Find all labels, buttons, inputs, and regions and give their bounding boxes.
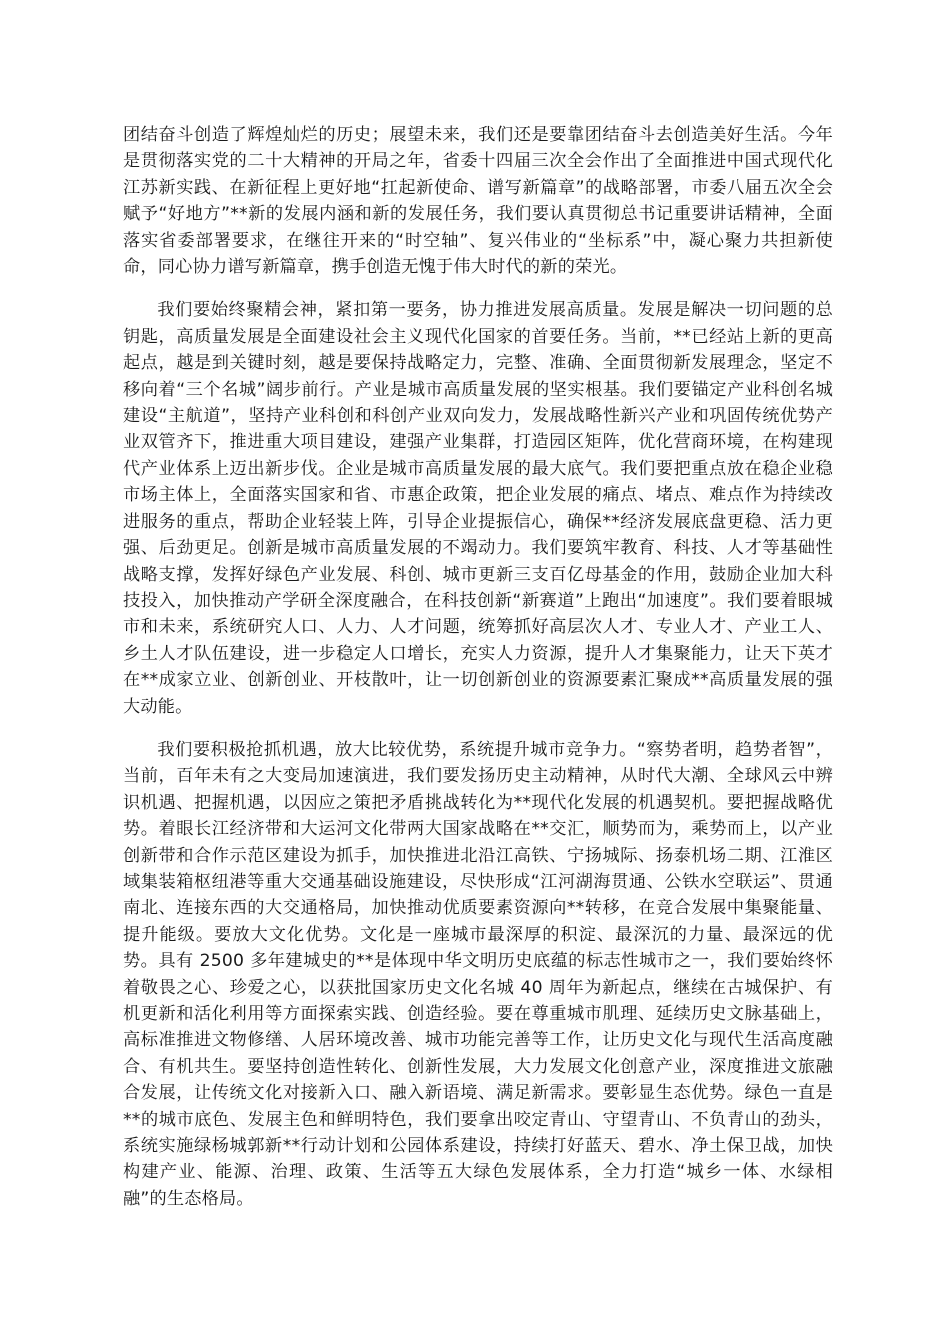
paragraph-continuation: 团结奋斗创造了辉煌灿烂的历史；展望未来，我们还是要靠团结奋斗去创造美好生活。今年是贯彻落实党的二十大精神的开局之年，省委十四届三次全会作出了全面推进中国式现代化江苏新实践、在新征程上更好地“扛起新使命、谱写新篇章”的战略部署，市委八届五次全会赋予“好地方”**新的发展内涵和新的发展任务，我们要认真贯彻总书记重要讲话精神，全面落实省委部署要求，在继往开来的“时空轴”、复兴伟业的“坐标系”中，凝心聚力共担新使命，同心协力谱写新篇章，携手创造无愧于伟大时代的新的荣光。 [123,125,833,278]
paragraph-seize-opportunities: 我们要积极抢抓机遇，放大比较优势，系统提升城市竞争力。“察势者明，趋势者智”，当前，百年未有之大变局加速演进，我们要发扬历史主动精神，从时代大潮、全球风云中辨识机遇、把握机遇，以因应之策把矛盾挑战转化为**现代化发展的机遇契机。要把握战略优势。着眼长江经济带和大运河文化带两大国家战略在**交汇，顺势而为，乘势而上，以产业创新带和合作示范区建设为抓手，加快推进北沿江高铁、宁扬城际、扬泰机场二期、江淮区域集装箱枢纽港等重大交通基础设施建设，尽快形成“江河湖海贯通、公铁水空联运”、贯通南北、连接东西的大交通格局，加快推动优质要素资源向**转移，在竞合发展中集聚能量、提升能级。要放大文化优势。文化是一座城市最深厚的积淀、最深沉的力量、最深远的优势。具有 2500 多年建城史的**是体现中华文明历史底蕴的标志性城市之一，我们要始终怀着敬畏之心、珍爱之心，以获批国家历史文化名城 40 周年为新起点，继续在古城保护、有机更新和活化利用等方面探索实践、创造经验。要在尊重城市肌理、延续历史文脉基础上，高标准推进文物修缮、人居环境改善、城市功能完善等工作，让历史文化与现代生活高度融合、有机共生。要坚持创造性转化、创新性发展，大力发展文化创意产业，深度推进文旅融合发展，让传统文化对接新入口、融入新语境、满足新需求。要彰显生态优势。绿色一直是**的城市底色、发展主色和鲜明特色，我们要拿出咬定青山、守望青山、不负青山的劲头，系统实施绿杨城郭新**行动计划和公园体系建设，持续打好蓝天、碧水、净土保卫战，加快构建产业、能源、治理、政策、生活等五大绿色发展体系，全力打造“城乡一体、水绿相融”的生态格局。 [123,739,833,1209]
document-body [123,122,833,1212]
paragraph-high-quality-development: 我们要始终聚精会神，紧扣第一要务，协力推进发展高质量。发展是解决一切问题的总钥匙，高质量发展是全面建设社会主义现代化国家的首要任务。当前，**已经站上新的更高起点，越是到关键时刻，越是要保持战略定力，完整、准确、全面贯彻新发展理念，坚定不移向着“三个名城”阔步前行。产业是城市高质量发展的坚实根基。我们要锚定产业科创名城建设“主航道”，坚持产业科创和科创产业双向发力，发展战略性新兴产业和巩固传统优势产业双管齐下，推进重大项目建设，建强产业集群，打造园区矩阵，优化营商环境，在构建现代产业体系上迈出新步伐。企业是城市高质量发展的最大底气。我们要把重点放在稳企业稳市场主体上，全面落实国家和省、市惠企政策，把企业发展的痛点、堵点、难点作为持续改进服务的重点，帮助企业轻装上阵，引导企业提振信心，确保**经济发展底盘更稳、活力更强、后劲更足。创新是城市高质量发展的不竭动力。我们要筑牢教育、科技、人才等基础性战略支撑，发挥好绿色产业发展、科创、城市更新三支百亿母基金的作用，鼓励企业加大科技投入，加快推动产学研全深度融合，在科技创新“新赛道”上跑出“加速度”。我们要着眼城市和未来，系统研究人口、人力、人才问题，统筹抓好高层次人才、专业人才、产业工人、乡土人才队伍建设，进一步稳定人口增长，充实人力资源，提升人才集聚能力，让天下英才在**成家立业、创新创业、开枝散叶，让一切创新创业的资源要素汇聚成**高质量发展的强大动能。 [123,300,833,717]
